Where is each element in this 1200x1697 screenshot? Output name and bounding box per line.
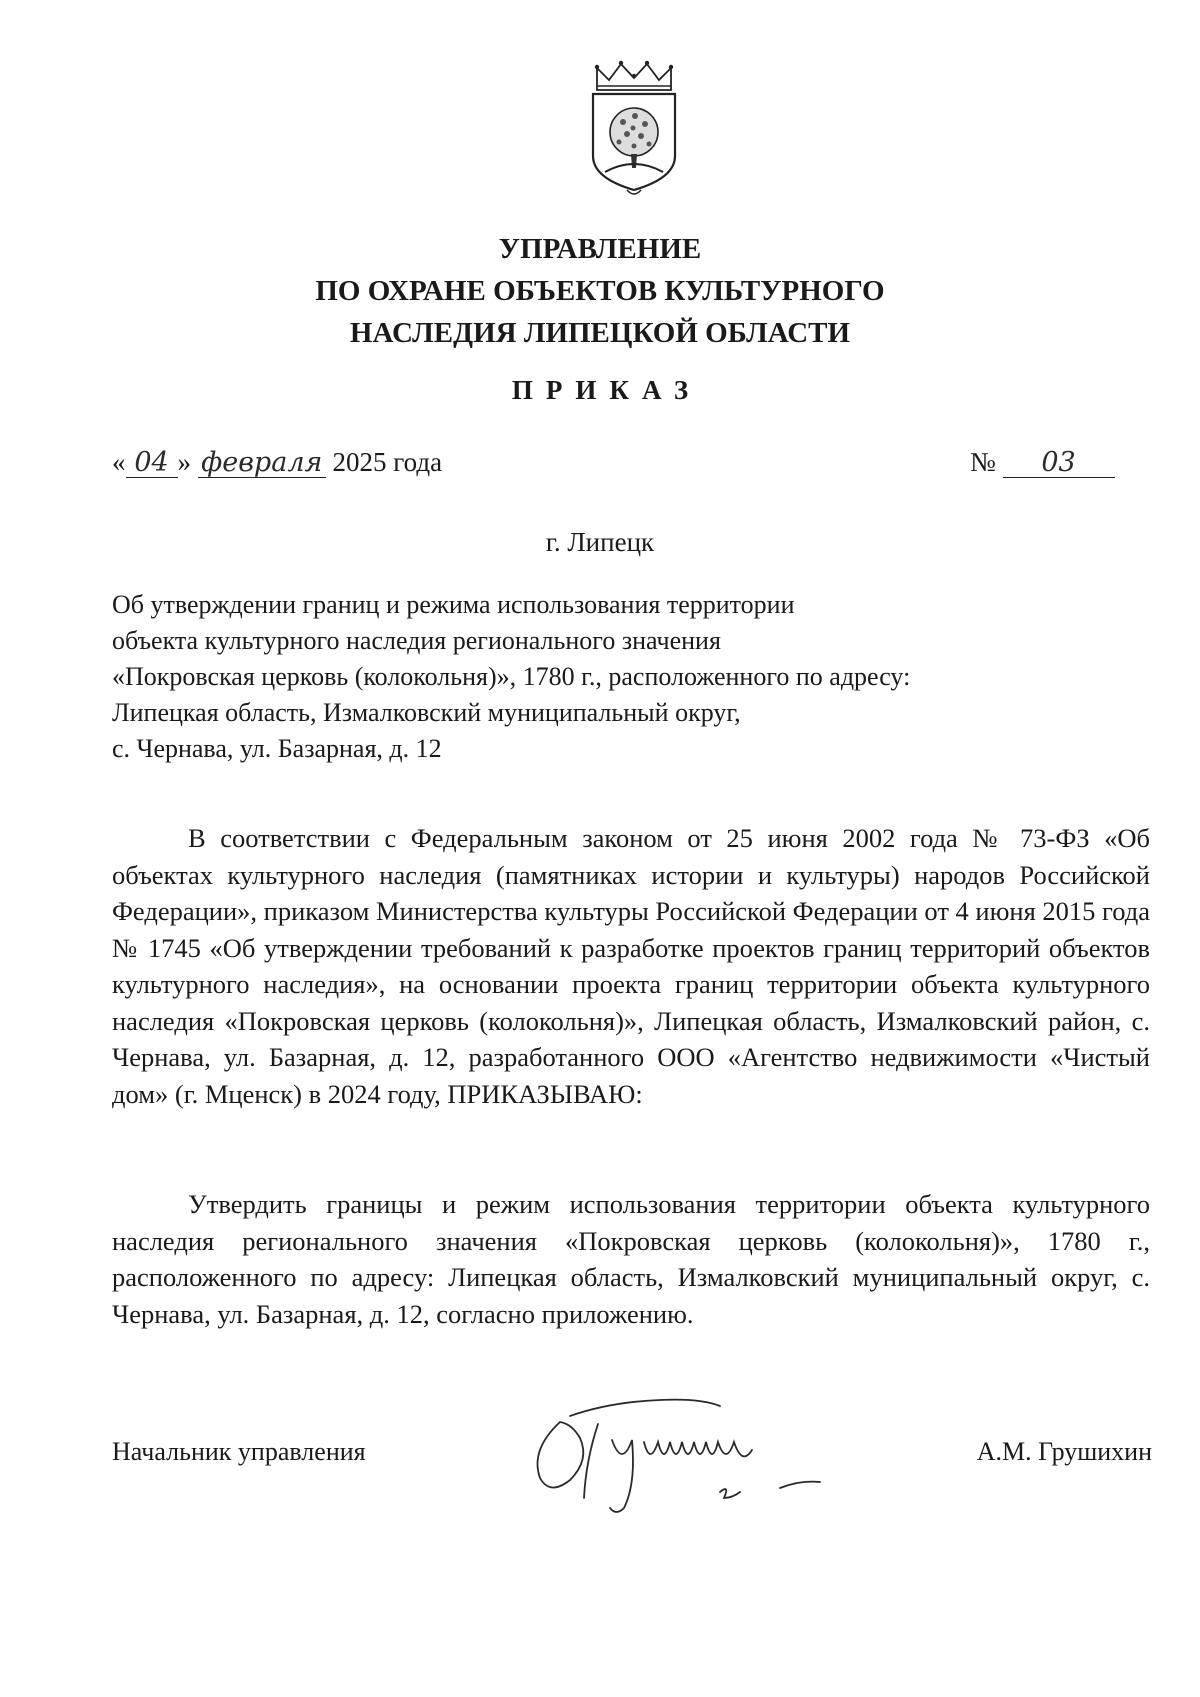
org-line: НАСЛЕДИЯ ЛИПЕЦКОЙ ОБЛАСТИ [349,317,851,349]
date-open-quote: « [112,447,126,477]
signatory-position: Начальник управления [112,1437,366,1466]
preamble-paragraph: В соответствии с Федеральным законом от 25 июня 2002 года № 73-ФЗ «Об объектах культурного наследия (памятниках истории и культуры) народов Российской Федерации», приказом Министерства культуры Российской Федерации от 4 июня 2015 года № 1745 «Об утверждении требований к разработке проектов границ территорий объектов культурного наследия», на основании проекта границ территории объекта культурного наследия «Покровская церковь (колокольня)», Липецкая область, Измалковский район, с. Чернава, ул. Базарная, д. 12, разработанного ООО «Агентство недвижимости «Чистый дом» (г. Мценск) в 2024 году, ПРИКАЗЫВАЮ: [112,823,1150,1109]
number-value: 03 [1003,449,1115,478]
subject-line: объекта культурного наследия регионального значения [112,626,721,655]
order-date [112,447,442,478]
org-line: УПРАВЛЕНИЕ [498,233,702,265]
order-number [970,447,1115,478]
subject-line: «Покровская церковь (колокольня)», 1780 г., расположенного по адресу: [112,662,911,691]
subject-line: Липецкая область, Измалковский муниципальный округ, [112,698,741,727]
organization-name [0,228,1200,354]
city: г. Липецк [545,527,655,557]
handwritten-signature-icon [520,1380,850,1520]
document-type-title: ПРИКАЗ [511,375,702,405]
lipetsk-coat-of-arms-icon [583,60,685,198]
date-year: 2025 года [332,447,443,477]
order-subject [112,587,910,767]
subject-line: с. Чернава, ул. Базарная, д. 12 [112,734,442,763]
date-month: февраля [198,449,326,478]
org-line: ПО ОХРАНЕ ОБЪЕКТОВ КУЛЬТУРНОГО [315,275,885,307]
order-paragraph: Утвердить границы и режим использования территории объекта культурного наследия регионального значения «Покровская церковь (колокольня)», 1780 г., расположенного по адресу: Липецкая область, Измалковский муниципальный округ, с. Чернава, ул. Базарная, д. 12, согласно приложению. [112,1189,1150,1329]
signatory-name: А.М. Грушихин [976,1437,1152,1466]
date-day: 04 [126,449,178,478]
subject-line: Об утверждении границ и режима использования территории [112,590,795,619]
number-label: № [970,447,996,477]
date-close-quote: » [177,447,191,477]
